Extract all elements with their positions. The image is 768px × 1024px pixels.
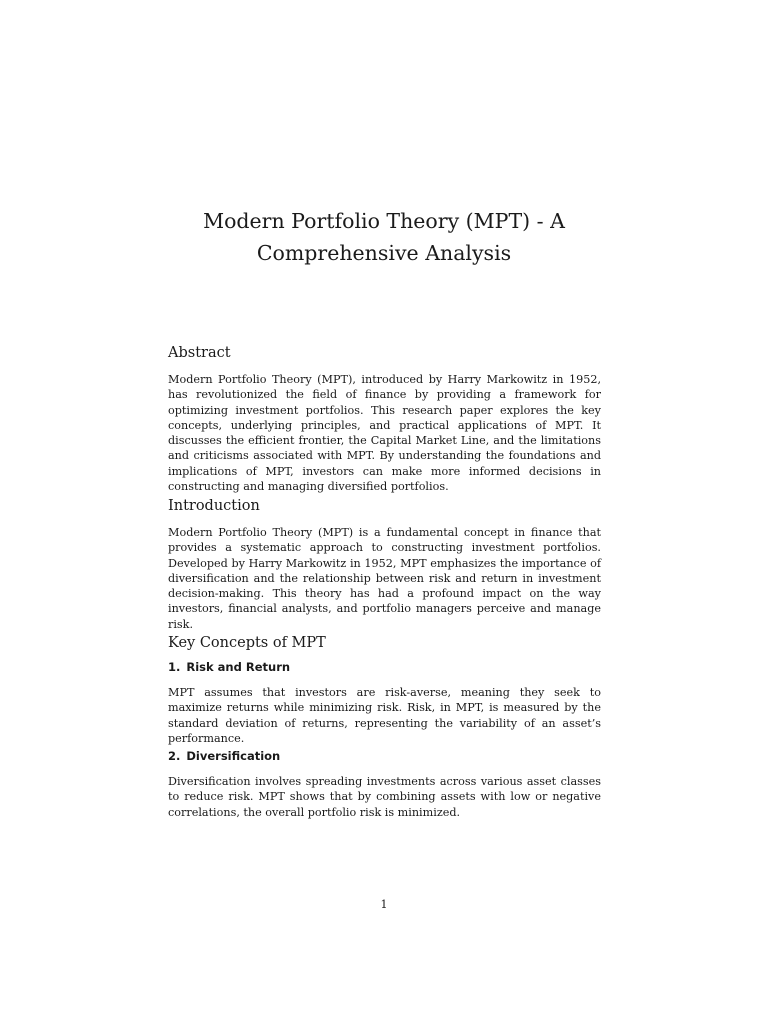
- risk-return-paragraph: MPT assumes that investors are risk-averse, meaning they seek to maximize returns while minimizing risk. Risk, in MPT, is measured by the standard deviation of returns, representing the variability of an asset’s performance.: [168, 686, 601, 745]
- abstract-body: [168, 372, 601, 494]
- page-number: 1: [380, 898, 388, 911]
- subsection-heading-diversification: [168, 749, 280, 763]
- subsection-number: 1.: [168, 660, 181, 674]
- introduction-paragraph: Modern Portfolio Theory (MPT) is a fundamental concept in finance that provides a systematic approach to constructing investment portfolios. Developed by Harry Markowitz in 1952, MPT emphasizes the importance of diversification and the relationship between risk and return in investment decision-making. This theory has had a profound impact on the way investors, financial analysts, and portfolio managers perceive and manage risk.: [168, 526, 601, 631]
- key-concepts-heading: Key Concepts of MPT: [168, 635, 326, 651]
- paper-title-line-2: Comprehensive Analysis: [256, 241, 512, 265]
- introduction-body: [168, 525, 601, 632]
- introduction-heading: Introduction: [168, 498, 260, 514]
- diversification-body: [168, 774, 601, 820]
- paper-title-line-1: Modern Portfolio Theory (MPT) - A: [203, 209, 565, 233]
- diversification-paragraph: Diversification involves spreading investments across various asset classes to reduce risk. MPT shows that by combining assets with low or negative correlations, the overall portfolio risk is minimized.: [168, 775, 601, 819]
- subsection-number: 2.: [168, 749, 181, 763]
- subsection-heading-risk-return: [168, 660, 290, 674]
- subsection-title: Risk and Return: [186, 660, 291, 674]
- subsection-title: Diversification: [186, 749, 281, 763]
- risk-return-body: [168, 685, 601, 746]
- abstract-heading: Abstract: [168, 345, 231, 361]
- paper-title: [170, 205, 598, 269]
- abstract-paragraph: Modern Portfolio Theory (MPT), introduced by Harry Markowitz in 1952, has revolutionized the field of finance by providing a framework for optimizing investment portfolios. This research paper explores the key concepts, underlying principles, and practical applications of MPT. It discusses the efficient frontier, the Capital Market Line, and the limitations and criticisms associated with MPT. By understanding the foundations and implications of MPT, investors can make more informed decisions in constructing and managing diversified portfolios.: [168, 373, 601, 494]
